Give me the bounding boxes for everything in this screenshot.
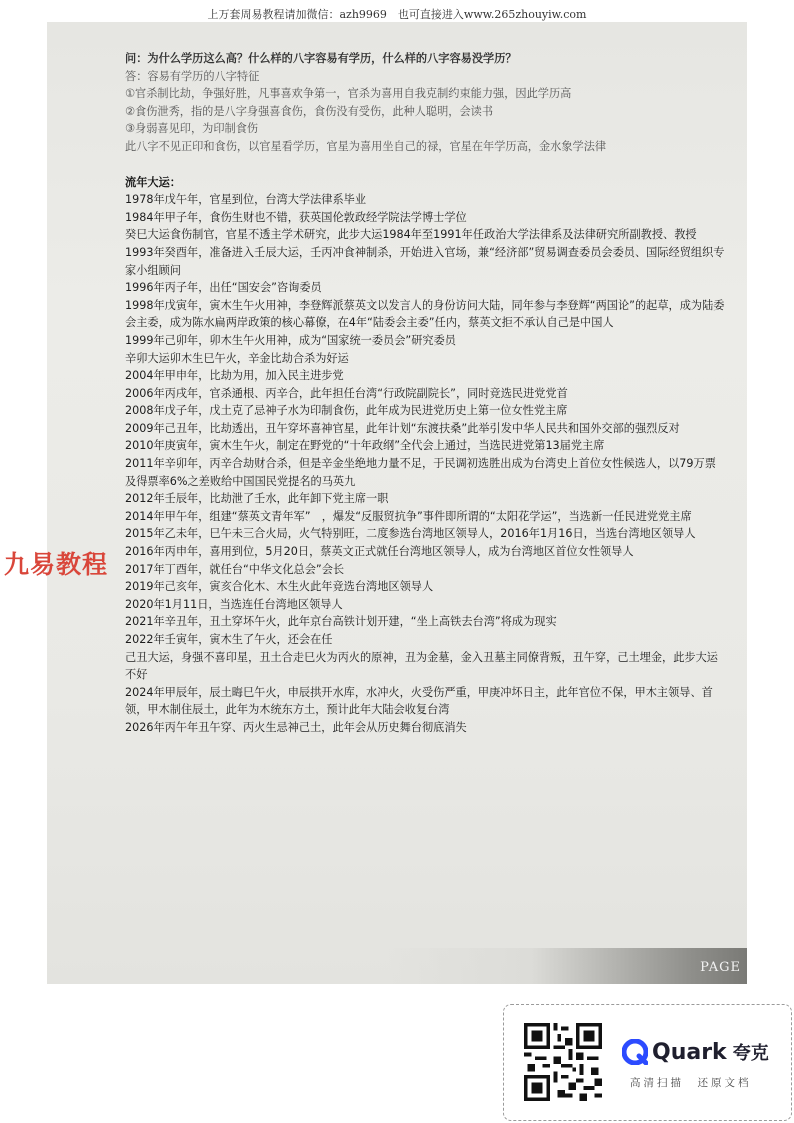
answer-line: ②食伤泄秀，指的是八字身强喜食伤，食伤没有受伤，此种人聪明，会读书	[125, 104, 494, 118]
quark-brand-cn: 夸克	[732, 1043, 769, 1064]
quark-logo-icon	[622, 1039, 648, 1065]
entry-line: 辛卯大运卯木生巳午火，辛金比劫合杀为好运	[125, 351, 349, 365]
entry-line: 1998年戊寅年，寅木生午火用神，李登辉派蔡英文以发言人的身份访问大陆，同年参与李登辉“两国论”的起草，成为陆委会主委，成为陈水扁两岸政策的核心幕僚，在4年“陆委会主委”任内，蔡英文拒不承认自己是中国人	[125, 298, 725, 330]
entry-line: 癸巳大运食伤制官，官星不透主学术研究，此步大运1984年至1991年任政治大学法律系及法律研究所副教授、教授	[125, 228, 697, 242]
entry-line: 2015年乙未年，巳午未三合火局，火气特别旺，二度参选台湾地区领导人，2016年1月16日，当选台湾地区领导人	[125, 527, 696, 541]
entry-line: 2011年辛卯年，丙辛合劫财合杀，但是辛金坐绝地力量不足，于民调初选胜出成为台湾史上首位女性候选人，以79万票及得票率6%之差败给中国国民党提名的马英九	[125, 457, 716, 488]
page-footer-strip	[387, 948, 747, 984]
entry-line: 2014年甲午年，组建“蔡英文青年军” ，爆发“反服贸抗争”事件即所谓的“太阳花学运”，当选新一任民进党党主席	[125, 509, 692, 523]
entry-line: 1984年甲子年，食伤生财也不错，获英国伦敦政经学院法学博士学位	[125, 210, 467, 224]
scanned-page	[47, 22, 747, 984]
entry-line: 2021年辛丑年，丑土穿坏午火，此年京台高铁计划开建，“坐上高铁去台湾”将成为现实	[125, 615, 557, 629]
watermark-text: 九易教程	[4, 550, 109, 579]
entry-line: 2010年庚寅年，寅木生午火，制定在野党的“十年政纲”全代会上通过，当选民进党第13届党主席	[125, 439, 605, 453]
entry-line: 2020年1月11日，当选连任台湾地区领导人	[125, 597, 343, 611]
entry-line: 2026年丙午年丑午穿、丙火生忌神己土，此年会从历史舞台彻底消失	[125, 720, 467, 734]
entry-line: 2019年己亥年，寅亥合化木、木生火此年竞选台湾地区领导人	[125, 580, 434, 594]
entry-line: 1999年己卯年，卯木生午火用神，成为“国家统一委员会”研究委员	[125, 333, 456, 347]
answer-line: ③身弱喜见印，为印制食伤	[125, 122, 259, 136]
entry-line: 2017年丁酉年，就任台“中华文化总会”会长	[125, 562, 345, 576]
entry-line: 己丑大运，身强不喜印星，丑土合走巳火为丙火的原神，丑为金墓，金入丑墓主同僚背叛，丑午穿，己土埋金，此步大运不好	[125, 650, 718, 682]
entry-line: 1996年丙子年，出任“国安会”咨询委员	[125, 281, 322, 295]
entry-line: 2006年丙戌年，官杀通根、丙辛合，此年担任台湾“行政院副院长”，同时竞选民进党党首	[125, 386, 568, 400]
header-ad-text: 上万套周易教程请加微信：azh9969 也可直接进入www.265zhouyiw.com	[207, 8, 587, 21]
question-line: 问：为什么学历这么高？什么样的八字容易有学历，什么样的八字容易没学历？	[125, 52, 517, 65]
entry-line: 2024年甲辰年，辰土晦巳午火，申辰拱开水库，水冲火，火受伤严重，甲庚冲坏日主，此年官位不保，甲木主领导、首领，甲木制住辰土，此年为木统东方土，预计此年大陆会收复台湾	[125, 685, 713, 717]
entry-line: 2022年壬寅年，寅木生了午火，还会在任	[125, 633, 333, 646]
answer-line: 答：容易有学历的八字特征	[125, 69, 260, 83]
quark-slogan: 高清扫描 还原文档	[630, 1077, 752, 1089]
page-label: PAGE	[700, 960, 741, 975]
quark-scan-badge	[503, 1004, 792, 1121]
answer-line: ①官杀制比劫，争强好胜，凡事喜欢争第一，官杀为喜用自我克制约束能力强，因此学历高	[125, 87, 572, 101]
entry-line: 2004年甲申年，比劫为用，加入民主进步党	[125, 369, 344, 383]
qr-code-icon	[524, 1023, 602, 1101]
quark-logo	[622, 1039, 769, 1065]
quark-brand: Quark	[652, 1039, 727, 1065]
answer-line: 此八字不见正印和食伤，以官星看学历，官星为喜用坐自己的禄，官星在年学历高，金水象学法律	[125, 139, 607, 153]
entry-line: 1978年戊午年，官星到位，台湾大学法律系毕业	[125, 193, 367, 207]
entry-line: 2012年壬辰年，比劫泄了壬水，此年卸下党主席一职	[125, 492, 389, 506]
page-content	[125, 50, 725, 737]
entry-line: 2016年丙申年，喜用到位，5月20日，蔡英文正式就任台湾地区领导人，成为台湾地区首位女性领导人	[125, 545, 634, 559]
entries-list	[125, 191, 725, 736]
entry-line: 2009年己丑年，比劫透出，丑午穿坏喜神官星，此年计划“东渡扶桑”此举引发中华人民共和国外交部的强烈反对	[125, 421, 680, 435]
section-title: 流年大运：	[125, 175, 181, 189]
entry-line: 2008年戊子年，戊土克了忌神子水为印制食伤，此年成为民进党历史上第一位女性党主席	[125, 404, 568, 418]
entry-line: 1993年癸酉年，准备进入壬辰大运，壬丙冲食神制杀，开始进入官场，兼“经济部”贸易调查委员会委员、国际经贸组织专家小组顾问	[125, 245, 725, 277]
